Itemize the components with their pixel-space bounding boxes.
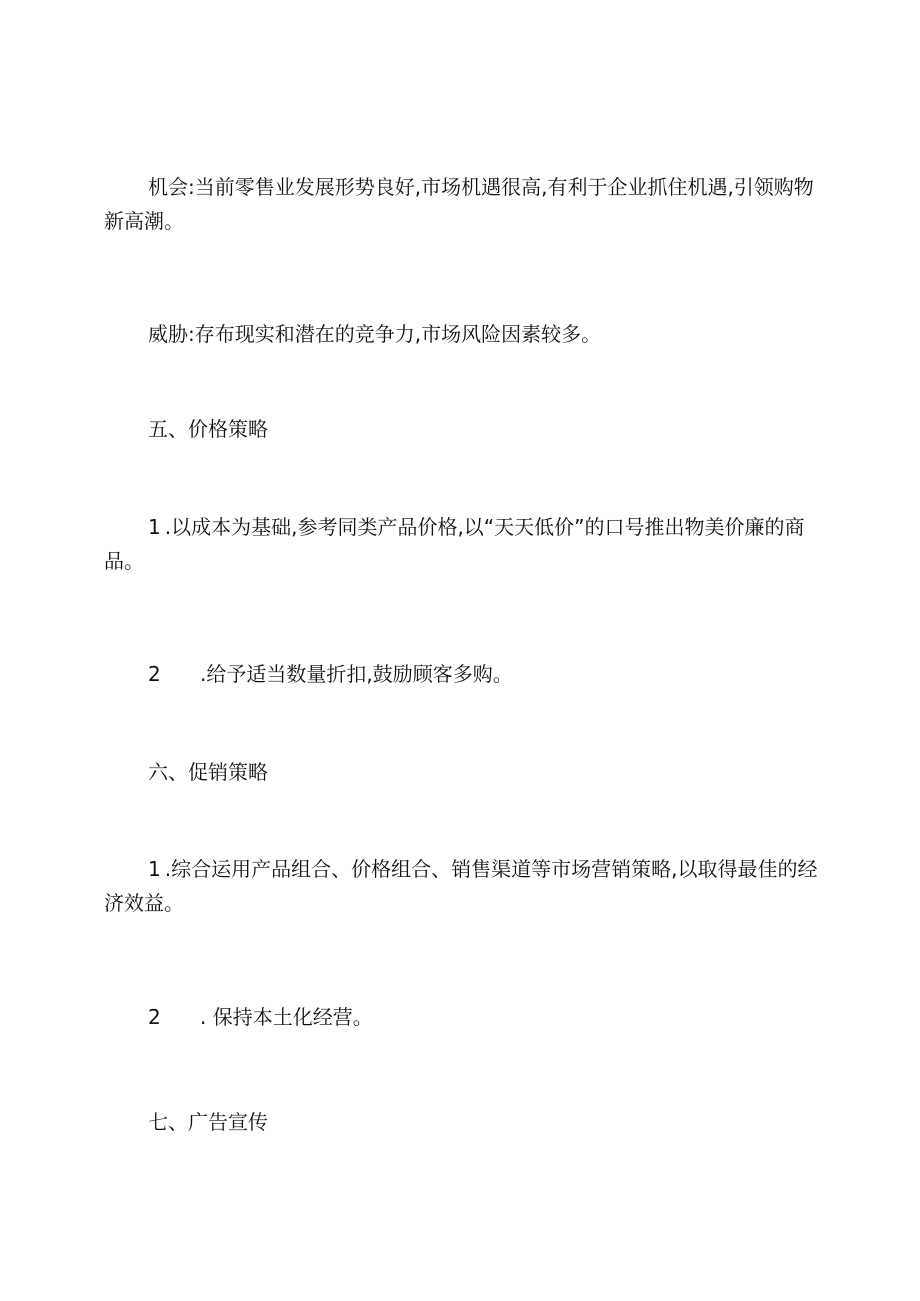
list-number: 1 [148,857,161,881]
paragraph-threat: 威胁:存布现实和潜在的竞争力,市场风险因素较多。 [148,322,602,346]
list-number: 2 [148,662,161,686]
list-item-promo-1 [104,852,824,920]
heading-advertising: 七、广告宣传 [148,1110,268,1134]
list-number: 1 [148,515,161,539]
list-number: 2 [148,1005,161,1029]
list-item-price-1 [104,510,824,578]
list-item-price-2 [104,657,824,691]
list-item-promo-2 [104,1000,824,1034]
paragraph-opportunity: 机会:当前零售业发展形势良好,市场机遇很高,有利于企业抓住机遇,引领购物新高潮。 [104,175,814,233]
list-text: .综合运用产品组合、价格组合、销售渠道等市场营销策略,以取得最佳的经济效益。 [104,857,818,915]
list-text: .以成本为基础,参考同类产品价格,以“天天低价”的口号推出物美价廉的商品。 [104,515,805,573]
heading-promotion-strategy: 六、促销策略 [148,760,268,784]
heading-price-strategy: 五、价格策略 [148,417,268,441]
list-text: . 保持本土化经营。 [200,1005,373,1029]
list-text: .给予适当数量折扣,鼓励顾客多购。 [200,662,513,686]
